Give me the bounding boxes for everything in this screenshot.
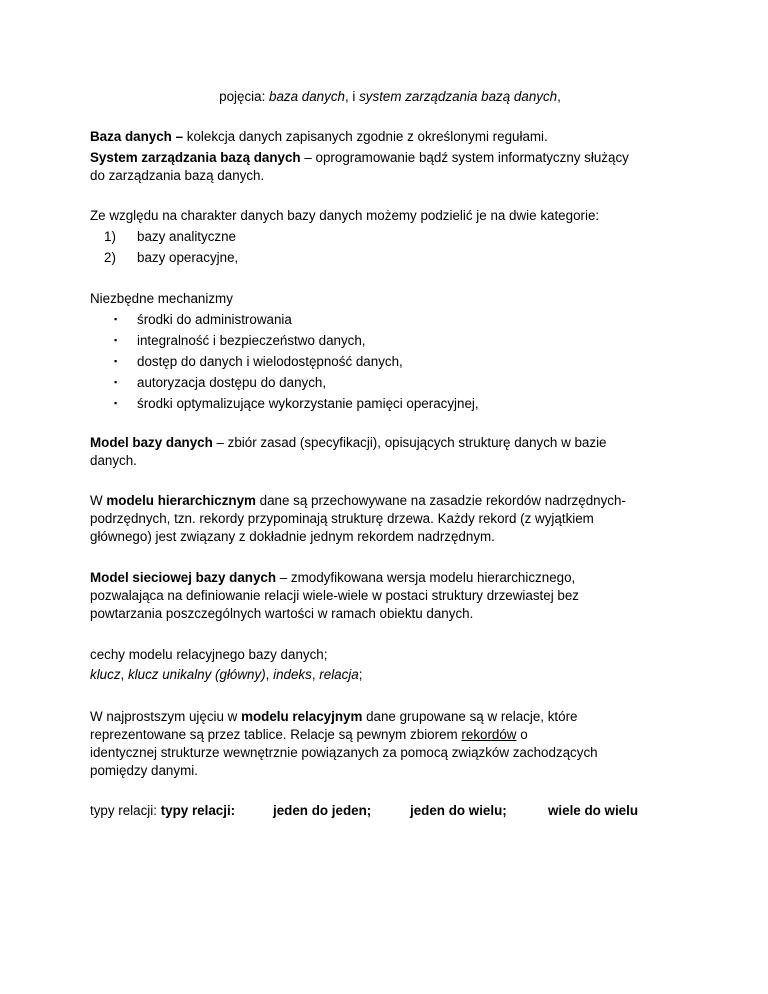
cechy-sep1: , [120, 667, 128, 682]
relacyjny-pre: W najprostszym ujęciu w [90, 709, 242, 724]
mechanizmy-title: Niezbędne mechanizmy [90, 291, 233, 306]
cechy-line1: cechy modelu relacyjnego bazy danych; [90, 647, 328, 662]
intro-prefix: pojęcia: [219, 89, 270, 104]
cechy-klucz: klucz [90, 667, 121, 682]
cechy-klucz-unikalny: klucz unikalny (główny) [127, 667, 266, 682]
cechy-sep2: , [265, 667, 274, 682]
kategorie-item-2-text: bazy operacyjne, [137, 250, 239, 265]
system-term: System zarządzania bazą danych [90, 150, 301, 165]
relacyjny-line1 [90, 708, 578, 725]
cechy-relacja: relacja [319, 667, 359, 682]
kategorie-item-2-num: 2) [104, 250, 116, 265]
intro-mid: , i [344, 89, 360, 104]
baza-definition [90, 128, 548, 145]
typy-prefix-text: typy relacji: [90, 803, 161, 818]
hier-line2: podrzędnych, tzn. rekordy przypominają strukturę drzewa. Każdy rekord (z wyjątkiem [90, 511, 594, 526]
model-definition-line1 [90, 434, 607, 451]
mechanizmy-item-5-text: środki optymalizujące wykorzystanie pamięci operacyjnej, [137, 396, 479, 411]
typy-jeden-do-jeden: jeden do jeden; [273, 803, 372, 818]
siec-text1: – zmodyfikowana wersja modelu hierarchicznego, [276, 570, 576, 585]
relacyjny-line4: pomiędzy danymi. [90, 763, 198, 778]
baza-term: Baza danych – [90, 129, 184, 144]
intro-term-system: system zarządzania bazą danych [359, 89, 558, 104]
kategorie-item-1-text: bazy analityczne [137, 229, 236, 244]
cechy-sep4: ; [358, 667, 363, 682]
intro-suffix: , [557, 89, 561, 104]
relacyjny-line2 [90, 726, 528, 743]
typy-jeden-do-wielu: jeden do wielu; [410, 803, 507, 818]
hier-line3: głównego) jest związany z dokładnie jednym rekordem nadrzędnym. [90, 529, 495, 544]
hier-line1 [90, 492, 626, 509]
system-definition-line2: do zarządzania bazą danych. [90, 168, 265, 183]
model-text1: – zbiór zasad (specyfikacji), opisujących strukturę danych w bazie [212, 435, 607, 450]
relacyjny-text2: reprezentowane są przez tablice. Relacje są pewnym zbiorem [90, 727, 462, 742]
system-text1: – oprogramowanie bądź system informatyczny służący [300, 150, 629, 165]
cechy-sep3: , [311, 667, 320, 682]
siec-term: Model sieciowej bazy danych [90, 570, 277, 585]
siec-line3: powtarzania poszczególnych wartości w ramach obiektu danych. [90, 606, 474, 621]
siec-line2: pozwalająca na definiowanie relacji wiele-wiele w postaci struktury drzewiastej bez [90, 588, 579, 603]
intro-term-baza: baza danych [269, 89, 345, 104]
square-bullet-icon: ▪ [114, 314, 118, 324]
hier-text1: dane są przechowywane na zasadzie rekordów nadrzędnych- [255, 493, 626, 508]
cechy-indeks: indeks [273, 667, 312, 682]
kategorie-intro: Ze względu na charakter danych bazy danych możemy podzielić je na dwie kategorie: [90, 208, 600, 223]
typy-wiele-do-wielu: wiele do wielu [548, 803, 639, 818]
mechanizmy-item-2-text: integralność i bezpieczeństwo danych, [137, 333, 366, 348]
square-bullet-icon: ▪ [114, 398, 118, 408]
mechanizmy-item-1-text: środki do administrowania [137, 312, 292, 327]
kategorie-item-1-num: 1) [104, 229, 116, 244]
mechanizmy-item-4-text: autoryzacja dostępu do danych, [137, 375, 327, 390]
typy-label: typy relacji: [160, 803, 236, 818]
square-bullet-icon: ▪ [114, 377, 118, 387]
siec-line1 [90, 569, 575, 586]
relacyjny-term: modelu relacyjnym [241, 709, 363, 724]
model-definition-line2: danych. [90, 453, 137, 468]
system-definition-line1 [90, 149, 629, 166]
rekordow-link[interactable]: rekordów [461, 727, 517, 742]
hier-term: modelu hierarchicznym [106, 493, 256, 508]
cechy-line2 [90, 666, 362, 683]
baza-text: kolekcja danych zapisanych zgodnie z określonymi regułami. [183, 129, 548, 144]
typy-prefix [90, 802, 235, 819]
relacyjny-text2b: o [516, 727, 528, 742]
model-term: Model bazy danych [90, 435, 213, 450]
square-bullet-icon: ▪ [114, 335, 118, 345]
square-bullet-icon: ▪ [114, 356, 118, 366]
relacyjny-line3: identycznej strukturze wewnętrznie powiązanych za pomocą związków zachodzących [90, 745, 598, 760]
mechanizmy-item-3-text: dostęp do danych i wielodostępność danych, [137, 354, 403, 369]
relacyjny-text1: dane grupowane są w relacje, które [362, 709, 578, 724]
hier-pre: W [90, 493, 107, 508]
intro-line [90, 88, 690, 105]
